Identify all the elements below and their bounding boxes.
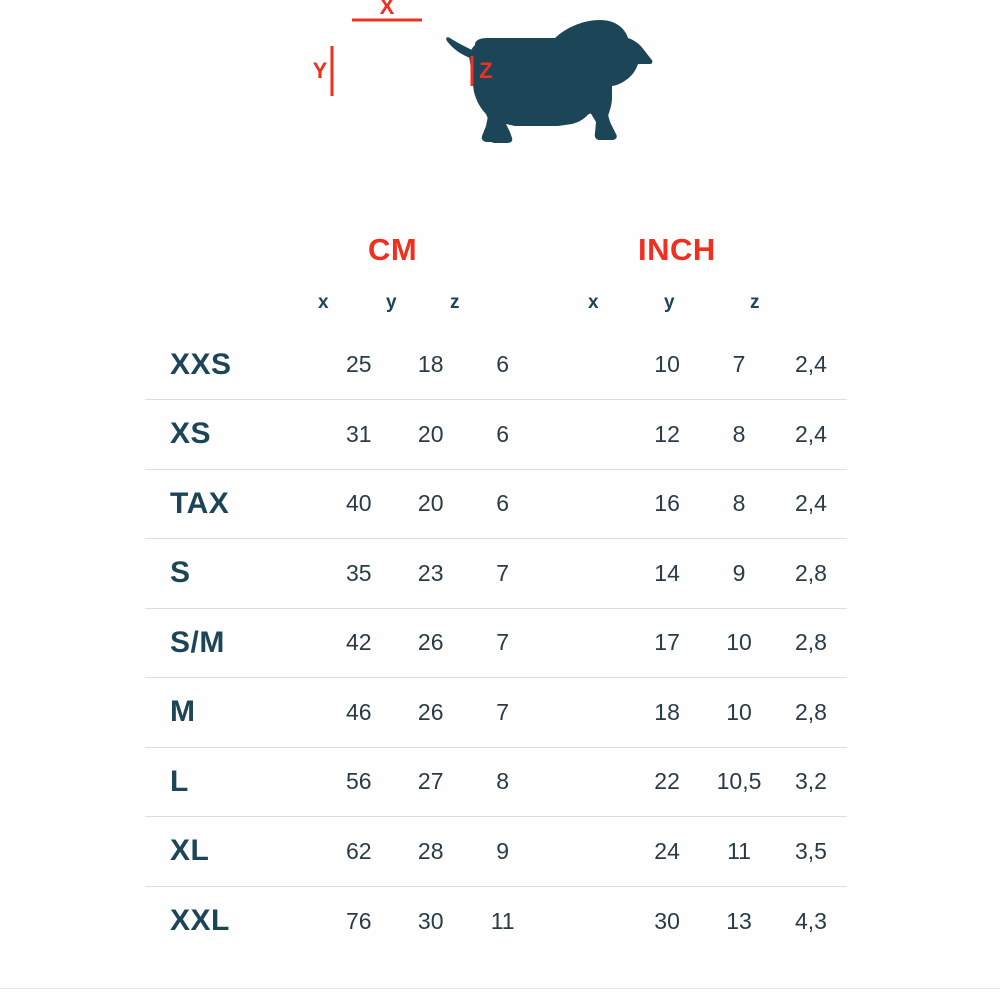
table-row [145,400,847,470]
cell-inch-z: 2,8 [775,539,847,609]
cell-cm-y: 28 [395,817,467,887]
cell-gap [539,330,632,400]
cell-inch-y: 9 [703,539,775,609]
cell-inch-x: 14 [631,539,703,609]
cell-inch-x: 22 [631,747,703,817]
cell-inch-x: 30 [631,886,703,956]
cell-inch-z: 3,5 [775,817,847,887]
cell-inch-y: 7 [732,351,746,377]
axis-header-cm-y: y [386,292,397,313]
cell-inch-z: 2,4 [795,351,827,377]
cell-gap [539,747,632,817]
cell-cm-x: 31 [323,400,395,470]
size-label: XS [145,400,323,470]
cell-cm-y: 26 [395,678,467,748]
cell-cm-y: 20 [395,400,467,470]
cell-inch-x: 12 [631,400,703,470]
cell-cm-y: 26 [395,608,467,678]
cell-cm-y: 23 [395,539,467,609]
size-label: M [145,678,323,748]
cell-inch-y: 8 [703,400,775,470]
cell-gap [539,539,632,609]
dog-silhouette-icon [300,0,700,180]
table-row [145,678,847,748]
cell-gap [539,608,632,678]
cell-inch-x: 24 [631,817,703,887]
axis-header-inch-x: x [588,292,599,313]
table-row [145,886,847,956]
y-label: Y [312,58,328,83]
cell-cm-x: 42 [323,608,395,678]
cell-gap [539,886,632,956]
cell-cm-z: 8 [467,747,539,817]
size-label: TAX [145,469,323,539]
cell-inch-y: 10 [703,608,775,678]
size-table-body [145,330,847,956]
cell-cm-y: 27 [395,747,467,817]
cell-inch-x: 18 [631,678,703,748]
cell-cm-z: 7 [467,608,539,678]
axis-header-inch-z: z [750,292,760,313]
cell-cm-z: 6 [467,469,539,539]
cell-cm-x: 46 [323,678,395,748]
cell-inch-x: 16 [631,469,703,539]
dog-measurement-diagram [0,0,1000,200]
axis-header-cm-z: z [450,292,460,313]
cell-cm-y: 18 [417,351,444,377]
size-label: XXL [145,886,323,956]
unit-header-cm: CM [368,232,418,267]
table-row [145,817,847,887]
cell-cm-x: 76 [323,886,395,956]
cell-cm-x: 25 [345,351,372,377]
cell-inch-x: 10 [654,351,680,377]
table-row [145,330,847,400]
cell-cm-z: 9 [467,817,539,887]
size-table [145,330,847,956]
cell-cm-z: 7 [467,539,539,609]
size-label: S/M [145,608,323,678]
cell-cm-y: 30 [395,886,467,956]
size-label: XL [145,817,323,887]
table-row [145,469,847,539]
cell-cm-x: 40 [323,469,395,539]
z-label: Z [479,58,493,83]
axis-header-inch-y: y [664,292,675,313]
cell-inch-y: 8 [703,469,775,539]
unit-header-inch: INCH [638,232,716,267]
cell-inch-z: 2,4 [775,400,847,470]
size-label: XXS [170,347,232,381]
cell-cm-y: 20 [395,469,467,539]
cell-gap [539,400,632,470]
bottom-divider [0,988,1000,989]
cell-cm-z: 6 [496,351,510,377]
cell-cm-x: 56 [323,747,395,817]
cell-inch-y: 11 [703,817,775,887]
cell-gap [539,469,632,539]
cell-inch-z: 4,3 [775,886,847,956]
cell-gap [539,678,632,748]
cell-inch-z: 2,8 [775,608,847,678]
unit-header-row [0,232,1000,276]
cell-cm-z: 11 [467,886,539,956]
cell-gap [539,817,632,887]
axis-header-row [0,292,1000,324]
cell-inch-z: 2,8 [775,678,847,748]
size-label: S [145,539,323,609]
axis-header-cm-x: x [318,292,329,313]
table-row [145,608,847,678]
table-row [145,539,847,609]
x-label: X [379,0,395,19]
cell-inch-z: 3,2 [775,747,847,817]
cell-inch-z: 2,4 [775,469,847,539]
cell-cm-z: 6 [467,400,539,470]
cell-inch-x: 17 [631,608,703,678]
cell-inch-y: 13 [703,886,775,956]
cell-cm-x: 62 [323,817,395,887]
cell-cm-x: 35 [323,539,395,609]
cell-inch-y: 10,5 [703,747,775,817]
cell-cm-z: 7 [467,678,539,748]
size-label: L [145,747,323,817]
table-row [145,747,847,817]
cell-inch-y: 10 [703,678,775,748]
